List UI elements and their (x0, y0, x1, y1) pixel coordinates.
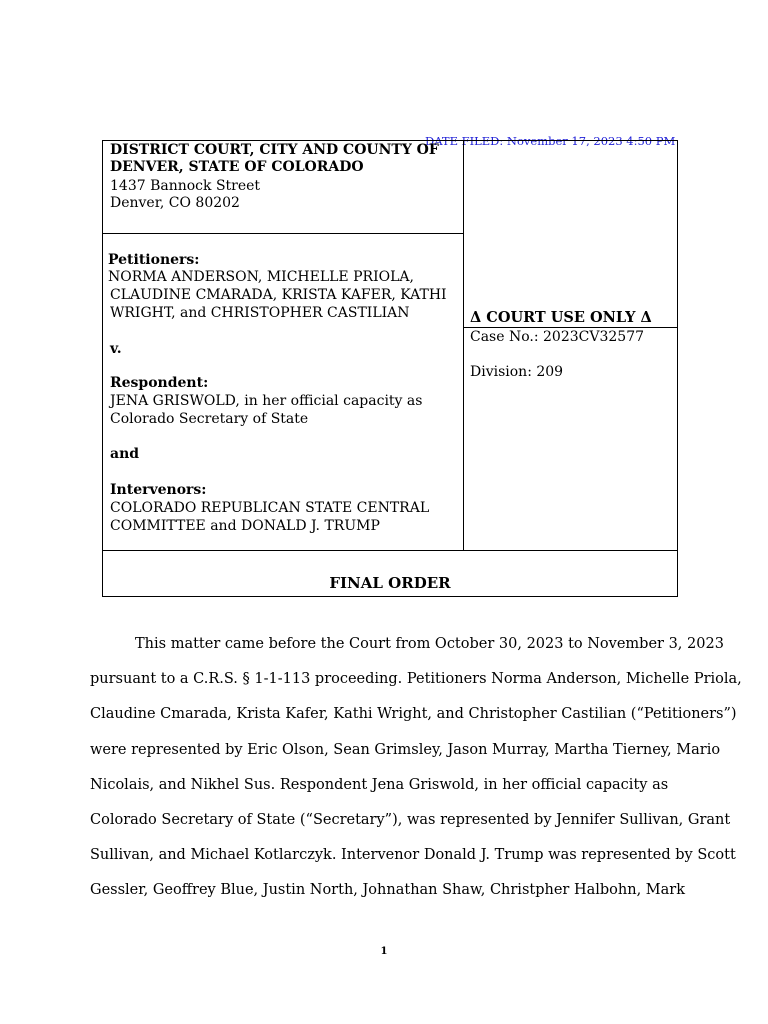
and-label: and (110, 446, 140, 462)
body-line: pursuant to a C.R.S. § 1-1-113 proceeding. Petitioners Norma Anderson, Michelle Priola, (90, 671, 742, 688)
body-line: were represented by Eric Olson, Sean Grimsley, Jason Murray, Martha Tierney, Mario (90, 741, 721, 758)
court-use-only-label: Δ COURT USE ONLY Δ (470, 309, 652, 326)
case-number-cell (464, 328, 677, 551)
respondent-label: Respondent: (110, 375, 209, 391)
parties-cell (103, 234, 464, 551)
court-address-line2: Denver, CO 80202 (110, 195, 240, 211)
court-use-only-cell (464, 141, 677, 328)
intervenors-label: Intervenors: (110, 482, 207, 498)
case-caption-table (102, 140, 678, 597)
intervenors-line: COLORADO REPUBLICAN STATE CENTRAL (110, 500, 430, 516)
body-line: Sullivan, and Michael Kotlarczyk. Intervenor Donald J. Trump was represented by Scott (90, 847, 736, 864)
court-info-cell (103, 141, 464, 234)
respondent-line: JENA GRISWOLD, in her official capacity as (110, 393, 423, 409)
body-line: Colorado Secretary of State (“Secretary”), was represented by Jennifer Sullivan, Grant (90, 812, 731, 829)
body-line: This matter came before the Court from October 30, 2023 to November 3, 2023 (135, 636, 724, 652)
order-body-text (90, 627, 742, 909)
respondent-line: Colorado Secretary of State (110, 411, 309, 427)
case-number: Case No.: 2023CV32577 (470, 329, 645, 345)
court-name-line1: DISTRICT COURT, CITY AND COUNTY OF (110, 142, 439, 158)
body-line: Nicolais, and Nikhel Sus. Respondent Jena Griswold, in her official capacity as (90, 776, 669, 793)
court-address-line1: 1437 Bannock Street (110, 178, 261, 194)
date-filed-stamp: DATE FILED: November 17, 2023 4:50 PM (425, 134, 676, 148)
body-line: Gessler, Geoffrey Blue, Justin North, Johnathan Shaw, Christpher Halbohn, Mark (90, 882, 686, 899)
division-number: Division: 209 (470, 364, 564, 380)
petitioners-line: NORMA ANDERSON, MICHELLE PRIOLA, (108, 269, 414, 285)
intervenors-line: COMMITTEE and DONALD J. TRUMP (110, 518, 380, 534)
page-number: 1 (380, 946, 388, 957)
body-line: Claudine Cmarada, Krista Kafer, Kathi Wright, and Christopher Castilian (“Petitioners”) (90, 706, 737, 723)
petitioners-label: Petitioners: (108, 252, 200, 268)
petitioners-line: WRIGHT, and CHRISTOPHER CASTILIAN (110, 305, 410, 321)
versus-label: v. (110, 341, 122, 357)
court-name-line2: DENVER, STATE OF COLORADO (110, 159, 364, 175)
petitioners-line: CLAUDINE CMARADA, KRISTA KAFER, KATHI (110, 287, 447, 303)
document-title: FINAL ORDER (329, 574, 451, 592)
